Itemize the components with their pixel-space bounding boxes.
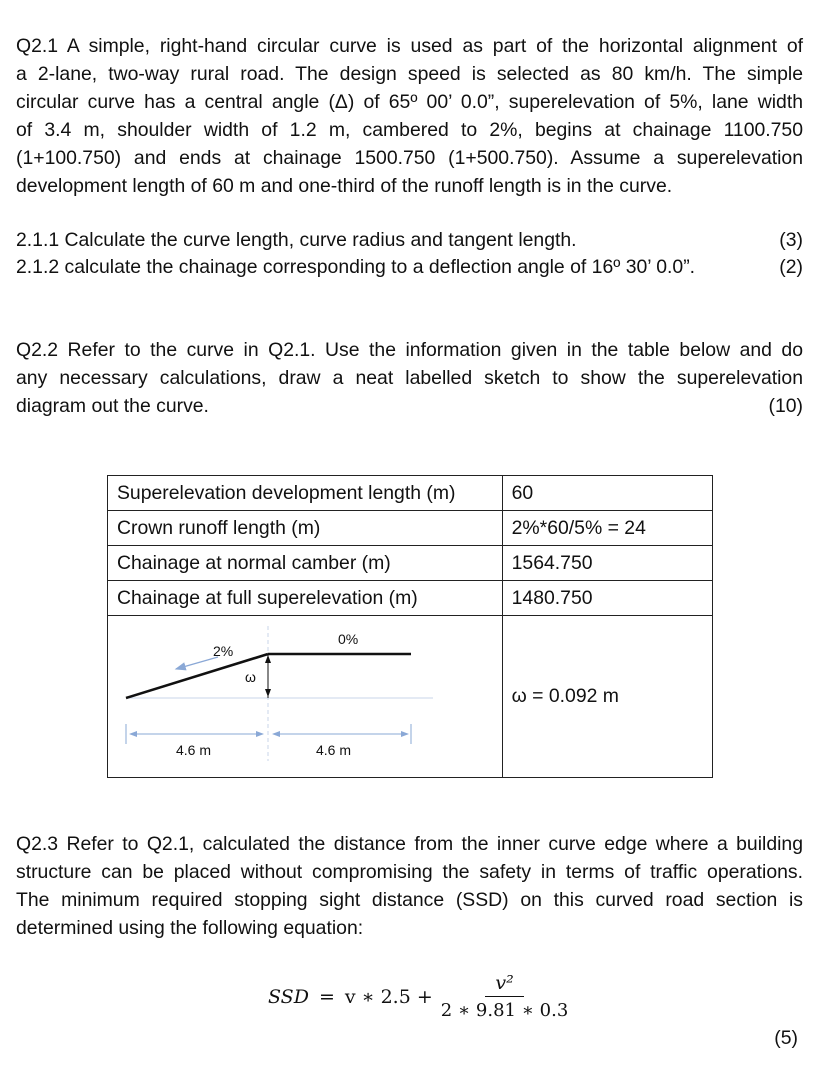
- q2-1-2-text: 2.1.2 calculate the chainage corresponding to a deflection angle of 16º 30’ 0.0”.: [16, 256, 696, 278]
- formula-denominator: 2 ∗ 9.81 ∗ 0.3: [440, 1000, 569, 1021]
- q2-2-marks: (10): [768, 395, 803, 417]
- q2-1-1-marks: (3): [779, 229, 803, 251]
- omega-value-cell: ω = 0.092 m: [502, 616, 712, 778]
- q2-1-line: development length of 60 m and one-third of the runoff length is in the curve.: [16, 175, 673, 197]
- table-cell-value: 60: [502, 476, 712, 511]
- formula-term1: v ∗ 2.5 +: [344, 985, 433, 1008]
- q2-3-line: structure can be placed without compromising the safety in terms of traffic operations.: [16, 861, 803, 883]
- formula-lhs: SSD: [268, 985, 309, 1008]
- q2-1-line: a 2-lane, two-way rural road. The design speed is selected as 80 km/h. The simple: [16, 63, 803, 85]
- q2-3-line: Q2.3 Refer to Q2.1, calculated the distance from the inner curve edge where a building: [16, 833, 803, 855]
- table-row: [108, 616, 713, 778]
- q2-2-line: any necessary calculations, draw a neat labelled sketch to show the superelevation: [16, 367, 803, 389]
- table-row: [108, 476, 713, 511]
- table-cell-label: Chainage at full superelevation (m): [108, 581, 503, 616]
- table-cell-label: Superelevation development length (m): [108, 476, 503, 511]
- table-cell-label: Crown runoff length (m): [108, 511, 503, 546]
- q2-1-1-row: [16, 226, 803, 254]
- formula-fraction: [441, 972, 569, 1021]
- table-row: [108, 581, 713, 616]
- q2-1-line: (1+100.750) and ends at chainage 1500.750 (1+500.750). Assume a superelevation: [16, 147, 803, 169]
- table-cell-value: 2%*60/5% = 24: [502, 511, 712, 546]
- table-cell-value: 1480.750: [502, 581, 712, 616]
- q2-1-line: Q2.1 A simple, right-hand circular curve is used as part of the horizontal alignment of: [16, 35, 803, 57]
- table-row: [108, 546, 713, 581]
- table-cell-value: 1564.750: [502, 546, 712, 581]
- q2-3-line: determined using the following equation:: [16, 917, 364, 939]
- left-slope-label: 2%: [213, 643, 234, 659]
- slope-arrow: [176, 657, 218, 669]
- q2-1-2-marks: (2): [779, 256, 803, 278]
- formula-numerator: v²: [485, 972, 523, 997]
- q2-1-2-row: [16, 253, 803, 281]
- superelevation-table: [107, 475, 713, 778]
- q2-3-paragraph: [16, 830, 803, 942]
- cross-section-diagram: [108, 616, 501, 771]
- q2-3-marks: (5): [774, 1027, 798, 1049]
- right-slope-label: 0%: [338, 631, 359, 647]
- formula-equals: =: [318, 985, 335, 1008]
- left-width-label: 4.6 m: [176, 742, 212, 758]
- q2-2-line: diagram out the curve.: [16, 395, 209, 417]
- q2-2-paragraph: [16, 336, 803, 420]
- q2-2-line: Q2.2 Refer to the curve in Q2.1. Use the information given in the table below and do: [16, 339, 803, 361]
- q2-1-line: circular curve has a central angle (Δ) of 65º 00’ 0.0”, superelevation of 5%, lane width: [16, 91, 803, 113]
- ssd-formula: [268, 972, 568, 1021]
- q2-1-1-text: 2.1.1 Calculate the curve length, curve radius and tangent length.: [16, 229, 577, 251]
- cross-section-diagram-cell: [108, 616, 503, 778]
- table-row: [108, 511, 713, 546]
- right-width-label: 4.6 m: [316, 742, 352, 758]
- q2-3-line: The minimum required stopping sight distance (SSD) on this curved road section is: [16, 889, 803, 911]
- table-cell-label: Chainage at normal camber (m): [108, 546, 503, 581]
- q2-1-line: of 3.4 m, shoulder width of 1.2 m, cambered to 2%, begins at chainage 1100.750: [16, 119, 803, 141]
- omega-label: ω: [245, 669, 256, 685]
- q2-1-paragraph: [16, 32, 803, 200]
